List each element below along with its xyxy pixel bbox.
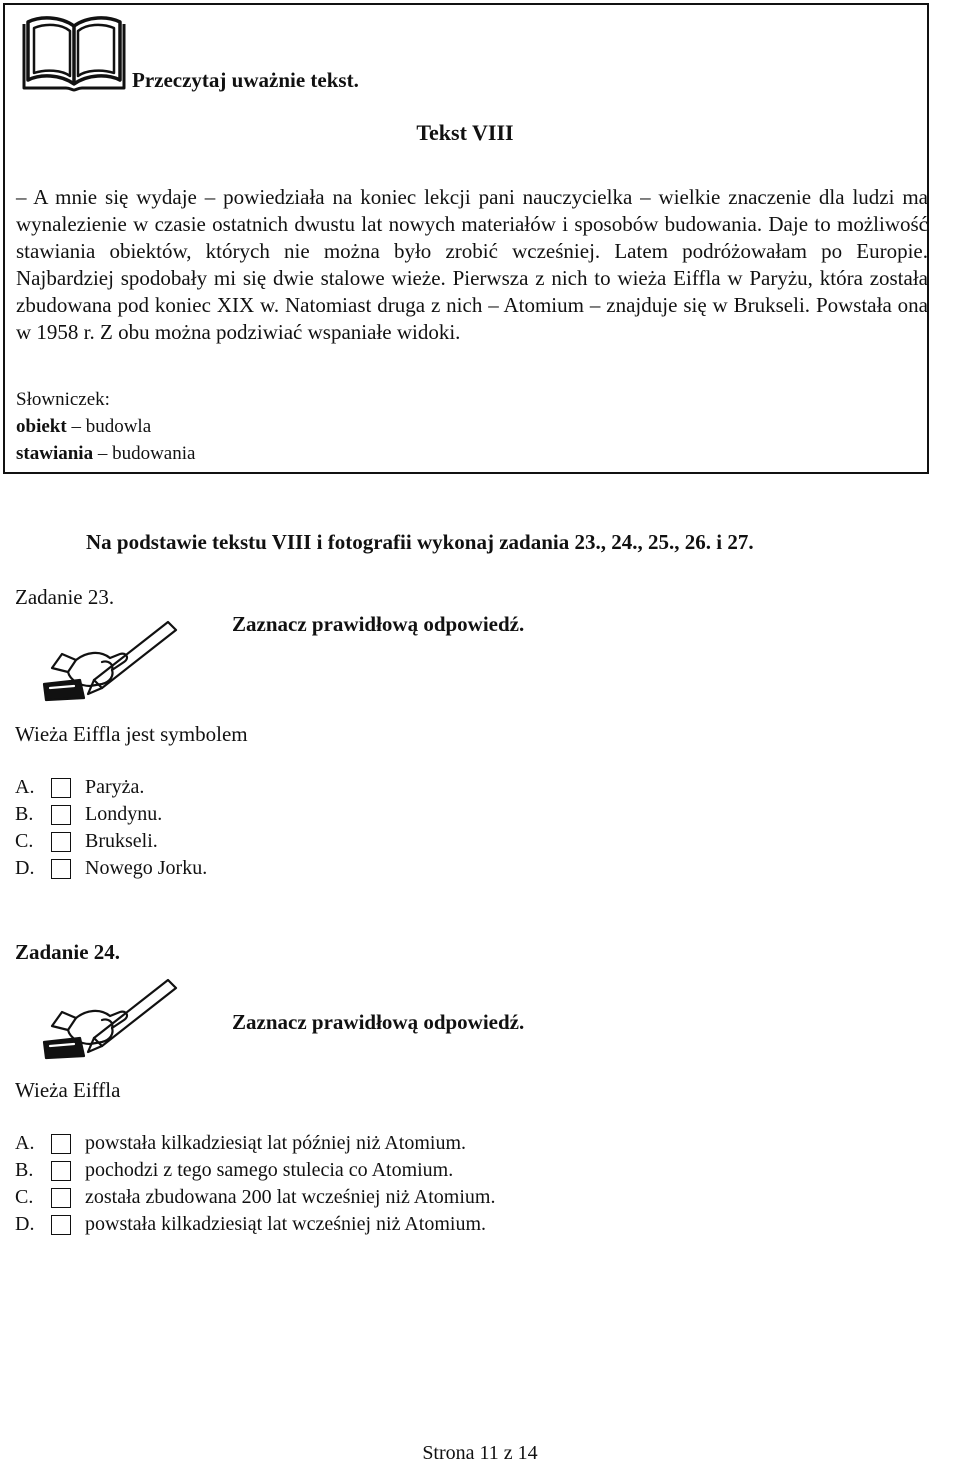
answer-checkbox[interactable] (51, 805, 71, 825)
answer-checkbox[interactable] (51, 1188, 71, 1208)
answer-checkbox[interactable] (51, 778, 71, 798)
answer-option-b[interactable]: B. pochodzi z tego samego stulecia co Atomium. (15, 1159, 454, 1181)
answer-checkbox[interactable] (51, 1134, 71, 1154)
glossary-label: Słowniczek: (16, 389, 110, 410)
task-24-options (15, 1130, 495, 1238)
answer-option-c[interactable]: C. Brukseli. (15, 830, 158, 852)
task-23-label: Zadanie 23. (15, 585, 115, 609)
glossary-entry: obiekt – budowla (16, 416, 152, 437)
glossary-entry: stawiania – budowania (16, 443, 196, 464)
answer-checkbox[interactable] (51, 1215, 71, 1235)
reading-paragraph: – A mnie się wydaje – powiedziała na koniec lekcji pani nauczycielka – wielkie znaczenie dla ludzi ma wynalezienie w czasie ostatnich dwustu lat nowych materiałów i sposobów budowania. Daje to możliwość stawiania obiektów, których nie można było zrobić wcześniej. Latem podróżowałam po Europie. Najbardziej spodobały mi się dwie stalowe wieże. Pierwsza z nich to wieża Eiffla w Paryżu, która została zbudowana pod koniec XIX w. Natomiast druga z nich – Atomium – znajduje się w Brukseli. Powstała ona w 1958 r. Z obu można podziwiać wspaniałe widoki. (16, 185, 928, 344)
answer-checkbox[interactable] (51, 1161, 71, 1181)
answer-checkbox[interactable] (51, 832, 71, 852)
reading-instruction: Przeczytaj uważnie tekst. (132, 68, 359, 92)
answer-option-a[interactable]: A. powstała kilkadziesiąt lat później niż Atomium. (15, 1132, 467, 1154)
page-number: Strona 11 z 14 (422, 1442, 538, 1464)
task-24-question: Wieża Eiffla (15, 1078, 121, 1102)
task-24-instruction: Zaznacz prawidłową odpowiedź. (232, 1010, 525, 1034)
task-23-options (15, 774, 207, 882)
writing-hand-icon (40, 614, 180, 702)
open-book-icon (20, 8, 128, 92)
answer-option-b[interactable]: B. Londynu. (15, 803, 163, 825)
task-23-question: Wieża Eiffla jest symbolem (15, 722, 248, 746)
answer-option-a[interactable]: A. Paryża. (15, 776, 145, 798)
task-23-instruction: Zaznacz prawidłową odpowiedź. (232, 612, 525, 636)
writing-hand-icon (40, 972, 180, 1060)
task-24-label: Zadanie 24. (15, 940, 121, 964)
tasks-instruction-heading: Na podstawie tekstu VIII i fotografii wykonaj zadania 23., 24., 25., 26. i 27. (86, 530, 754, 554)
answer-option-d[interactable]: D. Nowego Jorku. (15, 857, 208, 879)
answer-option-c[interactable]: C. została zbudowana 200 lat wcześniej niż Atomium. (15, 1186, 496, 1208)
answer-checkbox[interactable] (51, 859, 71, 879)
text-title: Tekst VIII (416, 120, 514, 145)
glossary (16, 386, 195, 467)
answer-option-d[interactable]: D. powstała kilkadziesiąt lat wcześniej niż Atomium. (15, 1213, 487, 1235)
